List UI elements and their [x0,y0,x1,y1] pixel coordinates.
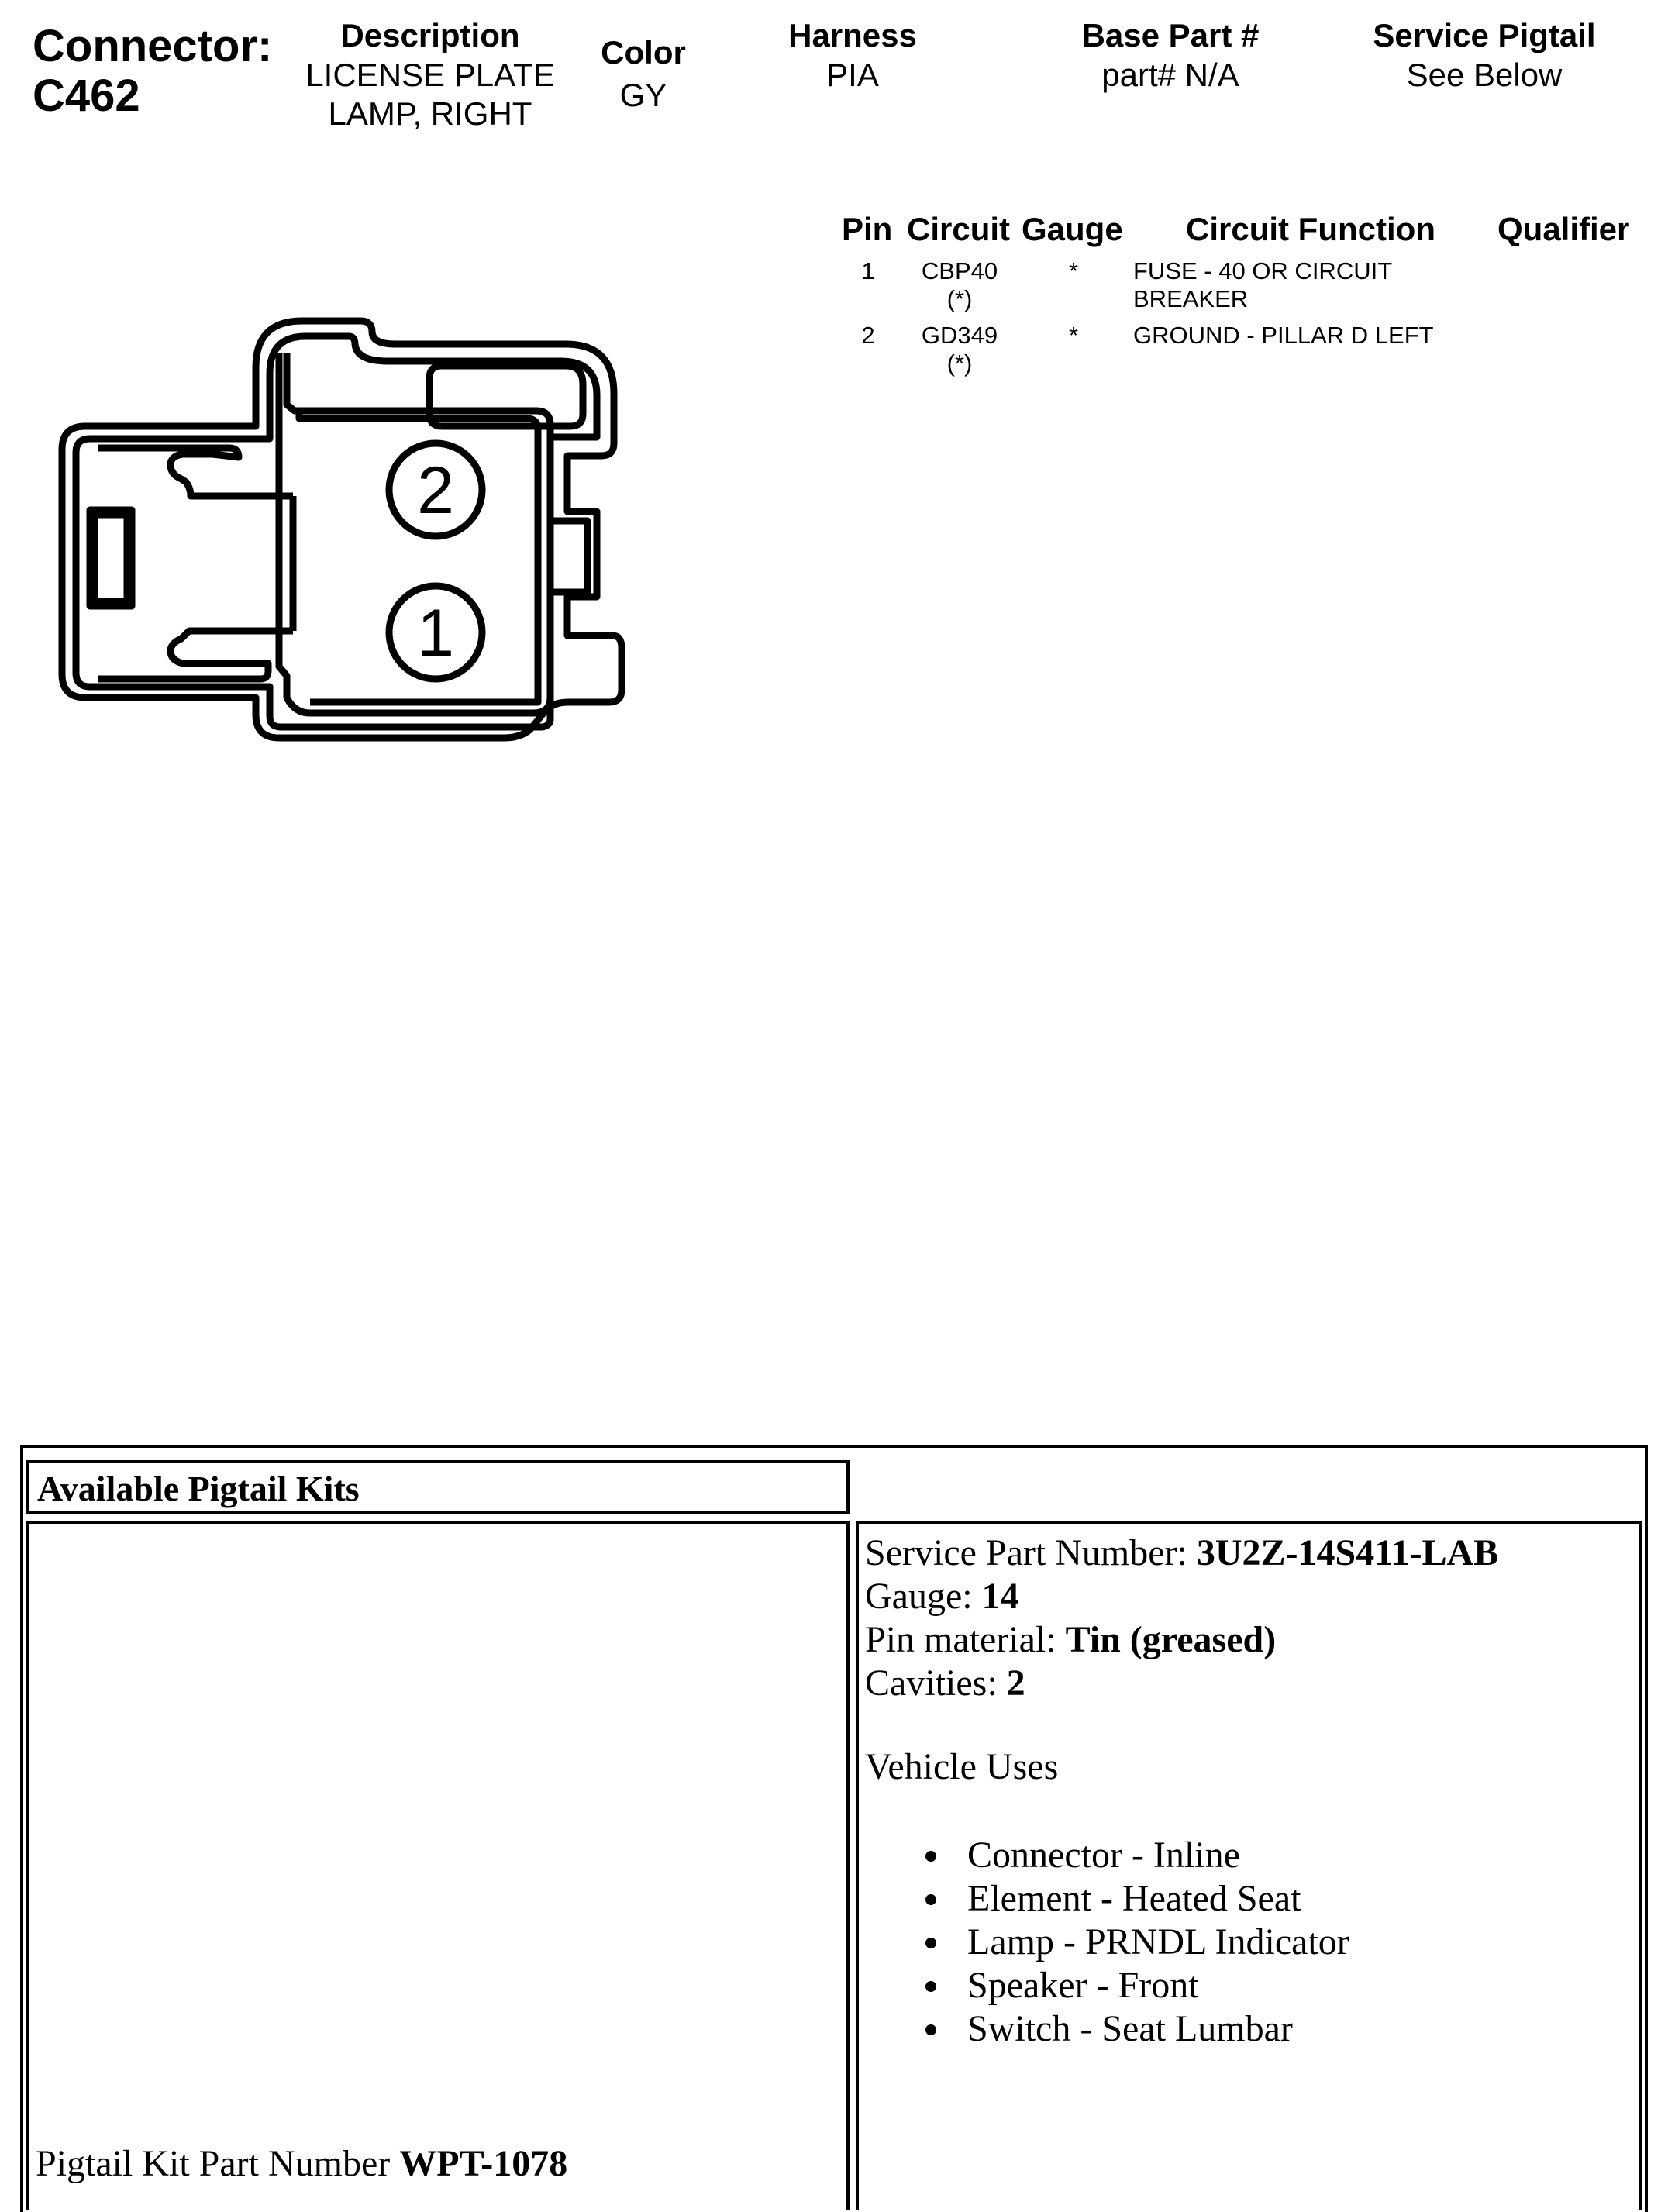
bullet [925,2024,936,2035]
base-part-label: Base Part # [1081,17,1260,53]
circuit-note: (*) [946,285,973,312]
key-slot-lower [98,631,293,679]
circuit-id: GD349 [921,322,998,349]
service-part-label: Service Part Number: [865,1532,1197,1573]
pin-number: 1 [861,257,875,284]
gauge [865,1575,1632,1618]
circuit-code [905,257,1014,313]
function-line: GROUND - PILLAR D LEFT [1133,322,1434,349]
side-latch-inner [95,515,127,601]
list-item [925,1834,1632,1877]
cavities-value: 2 [1006,1662,1025,1704]
color-label: Color [601,34,686,71]
bullet [925,1894,936,1905]
pin-material-value: Tin (greased) [1065,1619,1277,1660]
vehicle-use: Connector - Inline [967,1835,1240,1876]
circuit-header: Circuit [907,211,1011,247]
vehicle-uses-list [925,1834,1632,2051]
cavities [865,1662,1632,1705]
service-pigtail-label: Service Pigtail [1373,17,1596,53]
base-part-value: part# N/A [1101,57,1239,93]
vehicle-use: Element - Heated Seat [967,1878,1301,1919]
connector-id: C462 [33,71,140,121]
service-pigtail-value: See Below [1406,57,1563,93]
vehicle-use: Switch - Seat Lumbar [967,2008,1293,2049]
circuit-note: (*) [946,350,973,377]
base-part-column [1046,16,1294,95]
connector-label: Connector: [33,21,273,71]
pin-number: 2 [861,322,875,349]
right-key [550,521,588,592]
circuit-function [1133,257,1392,313]
gauge-value: 14 [981,1576,1019,1617]
pigtail-kits-title: Available Pigtail Kits [37,1469,360,1508]
pin-material-label: Pin material: [865,1619,1066,1660]
connector-face-diagram [54,310,628,791]
pin-material [865,1618,1632,1662]
connector-title [33,22,272,121]
circuit-id: CBP40 [921,257,998,284]
gauge-header: Gauge [1022,211,1123,247]
list-item [925,1921,1632,1964]
service-pigtail-column [1349,16,1620,95]
pin-header: Pin [842,211,893,247]
kit-part-label: Pigtail Kit Part Number [36,2143,400,2184]
description-column [287,16,574,133]
circuit-function [1133,322,1434,350]
color-column [574,33,713,115]
vehicle-uses-label: Vehicle Uses [865,1746,1059,1787]
bullet [925,1981,936,1992]
key-slot [98,448,293,496]
list-item [925,2007,1632,2051]
vehicle-use: Speaker - Front [967,1965,1199,2006]
gauge-value: * [1068,322,1079,349]
bullet [925,1938,936,1948]
harness-label: Harness [788,17,917,53]
circuit-code [905,322,1014,377]
kit-details-cell [856,1521,1642,2210]
pin-label: 2 [417,453,454,528]
bullet [925,1851,936,1862]
description-value-line2: LAMP, RIGHT [328,95,532,132]
description-value-line1: LICENSE PLATE [305,57,555,93]
harness-value: PIA [826,57,879,93]
kit-part-number [36,2142,567,2186]
pin-label: 1 [417,596,454,670]
list-item [925,1877,1632,1921]
harness-column [744,16,961,95]
list-item [925,1964,1632,2007]
vehicle-use: Lamp - PRNDL Indicator [967,1921,1349,1962]
kit-image-cell [26,1521,850,2210]
gauge-label: Gauge: [865,1576,982,1617]
qualifier-header: Qualifier [1497,211,1630,247]
cavities-label: Cavities: [865,1662,1007,1704]
function-line: FUSE - 40 OR CIRCUIT [1133,257,1393,284]
service-part-number [865,1532,1632,1575]
pigtail-kits-title-cell [26,1460,850,1514]
service-part-value: 3U2Z-14S411-LAB [1196,1532,1499,1573]
circuit-function-header: Circuit Function [1186,211,1435,247]
color-value: GY [619,77,667,113]
gauge-value: * [1068,257,1079,284]
description-label: Description [340,17,520,53]
kit-part-value: WPT-1078 [399,2143,568,2184]
function-line: BREAKER [1133,285,1249,312]
housing-inner-outline [76,336,597,727]
